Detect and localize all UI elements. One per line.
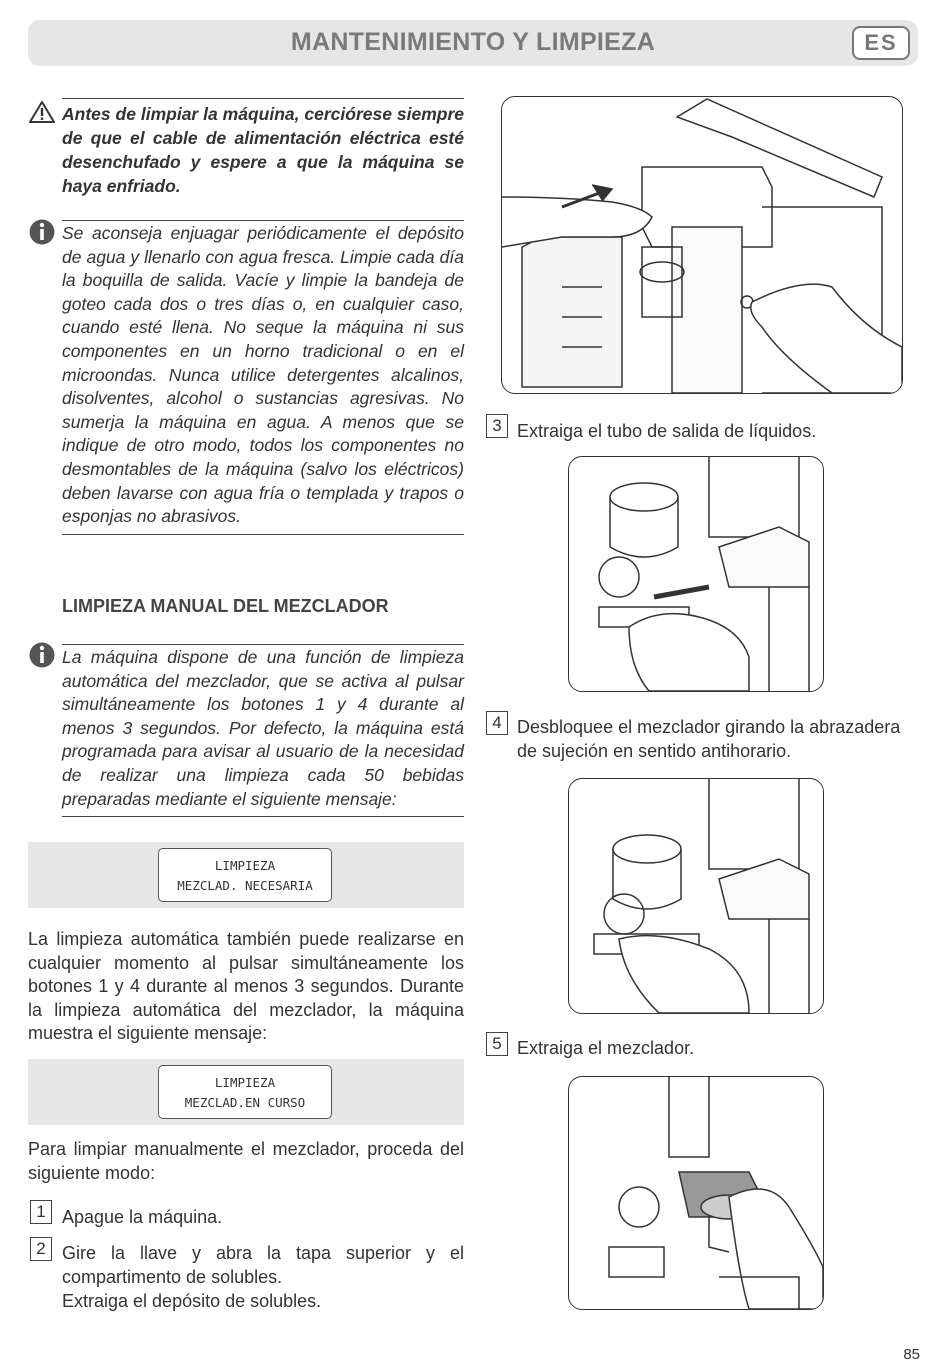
step-text-4: Desbloquee el mezclador girando la abrazadera de sujeción en sentido antihorario.	[517, 717, 901, 761]
info1-top-rule	[62, 220, 464, 221]
info1-bottom-rule	[62, 534, 464, 535]
section-heading: LIMPIEZA MANUAL DEL MEZCLADOR	[62, 596, 389, 616]
figure-unlock-mixer	[568, 778, 824, 1014]
step-text-2b: Extraiga el depósito de solubles.	[62, 1291, 322, 1311]
step-text-1: Apague la máquina.	[62, 1207, 223, 1227]
page-header	[28, 20, 918, 66]
figure-outlet-tube	[568, 456, 824, 692]
step-number-2: 2	[30, 1237, 52, 1261]
info2-top-rule	[62, 644, 464, 645]
step-number-5: 5	[486, 1032, 508, 1056]
info2-text: La máquina dispone de una función de limpieza automática del mezclador, que se activa al pulsar simultáneamente los botones 1 y 4 durante al menos 3 segundos. Por defecto, la máquina está programada para avisar al usuario de la necesidad de realizar una limpieza cada 50 bebidas preparadas mediante el siguiente mensaje:	[62, 647, 464, 809]
illustration-outlet-tube	[569, 457, 823, 691]
figure-open-lid	[501, 96, 903, 394]
step-number-1: 1	[30, 1200, 52, 1224]
illustration-remove-mixer	[569, 1077, 823, 1309]
warning-text: Antes de limpiar la máquina, cerciórese siempre de que el cable de alimentación eléctrica esté desenchufado y espere a que la máquina se haya enfriado.	[62, 104, 464, 196]
warning-triangle-icon	[28, 100, 56, 124]
page-number: 85	[903, 1346, 920, 1363]
illustration-open-lid	[502, 97, 902, 393]
lcd-display-2	[158, 1065, 332, 1119]
figure-remove-mixer	[568, 1076, 824, 1310]
language-badge: ES	[852, 26, 910, 60]
lcd-line-2: MEZCLAD. NECESARIA	[177, 878, 313, 893]
lcd-display-1	[158, 848, 332, 902]
display-panel-1	[28, 842, 464, 908]
step-text-5: Extraiga el mezclador.	[517, 1038, 695, 1058]
step-number-3: 3	[486, 414, 508, 438]
page-title: MANTENIMIENTO Y LIMPIEZA	[290, 28, 656, 56]
paragraph-2: Para limpiar manualmente el mezclador, proceda del siguiente modo:	[28, 1139, 464, 1183]
step-text-3: Extraiga el tubo de salida de líquidos.	[517, 421, 817, 441]
info-icon	[28, 218, 56, 246]
warning-top-rule	[62, 98, 464, 99]
info-icon	[28, 641, 56, 669]
step-number-4: 4	[486, 711, 508, 735]
paragraph-1: La limpieza automática también puede realizarse en cualquier momento al pulsar simultáneamente los botones 1 y 4 durante al menos 3 segundos. Durante la limpieza automática del mezclador, la máquina muestra el siguiente mensaje:	[28, 929, 464, 1044]
step-text-2: Gire la llave y abra la tapa superior y el compartimento de solubles.	[62, 1243, 464, 1287]
lcd-line-1: LIMPIEZA	[214, 1075, 276, 1090]
display-panel-2	[28, 1059, 464, 1125]
lcd-line-1: LIMPIEZA	[214, 858, 276, 873]
info2-bottom-rule	[62, 816, 464, 817]
info1-text: Se aconseja enjuagar periódicamente el depósito de agua y llenarlo con agua fresca. Limpie cada día la boquilla de salida. Vacíe y limpie la bandeja de goteo cada dos o tres días o, en cualquier caso, cuando esté llena. No seque la máquina ni sus componentes en un horno tradicional o en el microondas. Nunca utilice detergentes alcalinos, disolventes, alcohol o sustancias agresivas. No sumerja la máquina en agua. A menos que se indique de otro modo, todos los componentes no desmontables de la máquina (salvo los eléctricos) deben lavarse con agua fría o templada y trapos o esponjas no abrasivos.	[62, 223, 464, 527]
lcd-line-2: MEZCLAD.EN CURSO	[184, 1095, 306, 1110]
illustration-unlock-mixer	[569, 779, 823, 1013]
